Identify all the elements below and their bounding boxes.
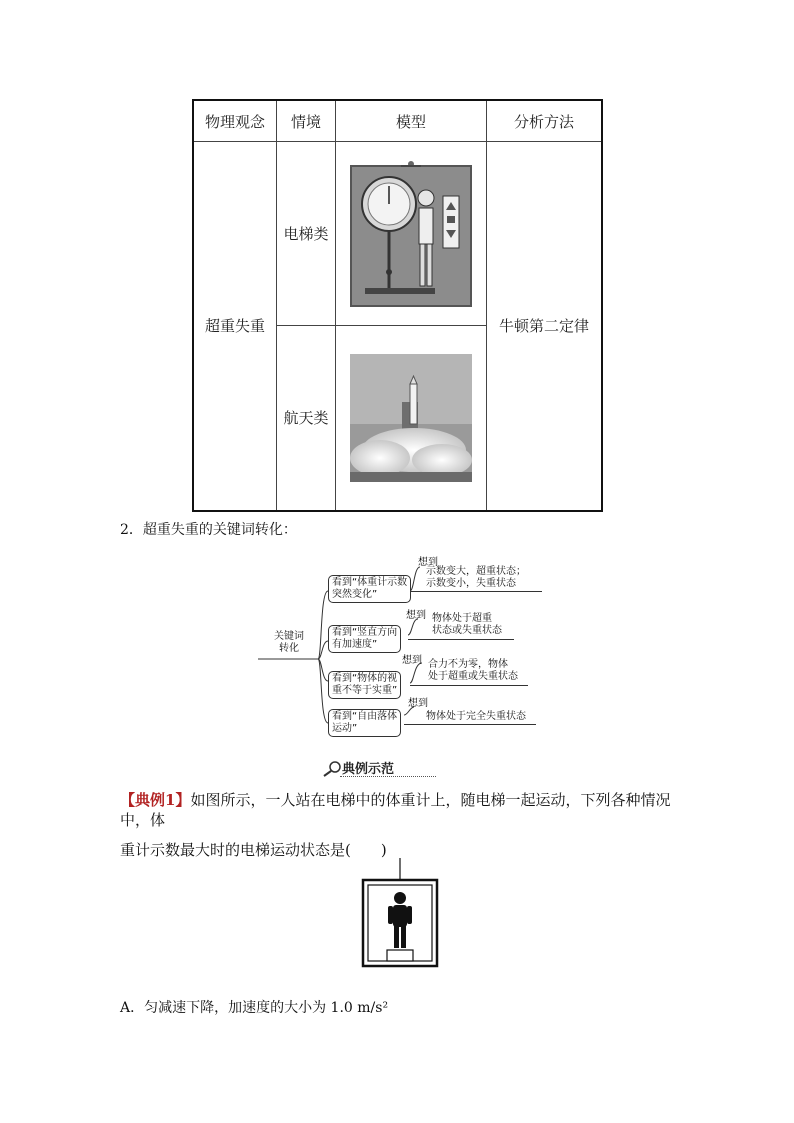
example-tag-open: 【 bbox=[120, 791, 136, 809]
elevator-scale-figure bbox=[349, 160, 473, 308]
cell-rocket-figure bbox=[336, 326, 487, 511]
mindmap-see-3 bbox=[328, 671, 401, 699]
mindmap-root-line1: 关键词 bbox=[274, 631, 304, 642]
see-2-line1: 看到“竖直方向 bbox=[332, 627, 398, 638]
table-row-elevator bbox=[193, 142, 602, 326]
underline-2 bbox=[408, 639, 514, 640]
cell-concept: 超重失重 bbox=[193, 142, 277, 511]
cell-elevator-figure bbox=[336, 142, 487, 326]
example-banner-text: 典例示范 bbox=[342, 762, 395, 777]
mindmap-see-1 bbox=[328, 575, 411, 603]
example-question bbox=[120, 790, 680, 860]
example-text-2: 重计示数最大时的电梯运动状态是( ) bbox=[120, 841, 387, 859]
mindmap-result-3 bbox=[428, 659, 518, 683]
rocket-launch-figure bbox=[350, 354, 472, 482]
result-4-line1: 物体处于完全失重状态 bbox=[426, 711, 526, 722]
think-label-4: 想到 bbox=[408, 698, 428, 709]
underline-3 bbox=[410, 685, 528, 686]
see-2-line2: 有加速度” bbox=[332, 639, 378, 650]
example-tag: 典例1 bbox=[135, 791, 176, 809]
model-table bbox=[192, 99, 603, 512]
mindmap-result-2 bbox=[432, 613, 502, 637]
keyword-mindmap bbox=[250, 555, 550, 745]
result-3-line2: 处于超重或失重状态 bbox=[428, 671, 518, 682]
header-method: 分析方法 bbox=[487, 100, 603, 142]
result-1-line1: 示数变大，超重状态； bbox=[426, 566, 526, 577]
see-1-line1: 看到“体重计示数 bbox=[332, 577, 408, 588]
mindmap-root bbox=[264, 631, 314, 655]
see-1-line2: 突然变化” bbox=[332, 589, 378, 600]
cell-method: 牛顿第二定律 bbox=[487, 142, 603, 511]
elevator-figure bbox=[360, 858, 440, 968]
result-2-line1: 物体处于超重 bbox=[432, 613, 492, 624]
mindmap-result-4 bbox=[426, 711, 526, 723]
think-label-1: 想到 bbox=[418, 557, 438, 568]
example-tag-close: 】 bbox=[175, 791, 191, 809]
example-banner bbox=[322, 758, 452, 780]
mindmap-see-2 bbox=[328, 625, 401, 653]
header-concept: 物理观念 bbox=[193, 100, 277, 142]
underline-1 bbox=[410, 591, 542, 592]
section-2-title: 2．超重失重的关键词转化： bbox=[120, 522, 297, 538]
option-a: A．匀减速下降，加速度的大小为 1.0 m/s² bbox=[120, 1000, 389, 1016]
header-model: 模型 bbox=[336, 100, 487, 142]
see-3-line1: 看到“物体的视 bbox=[332, 673, 398, 684]
cell-scene-space: 航天类 bbox=[277, 326, 336, 511]
see-3-line2: 重不等于实重” bbox=[332, 685, 398, 696]
mindmap-result-1 bbox=[426, 566, 526, 590]
result-1-line2: 示数变小，失重状态 bbox=[426, 578, 516, 589]
example-line-1 bbox=[120, 790, 680, 830]
header-scene: 情境 bbox=[277, 100, 336, 142]
result-2-line2: 状态或失重状态 bbox=[432, 625, 502, 636]
underline-4 bbox=[404, 724, 536, 725]
cell-scene-elevator: 电梯类 bbox=[277, 142, 336, 326]
example-text-1: 如图所示，一人站在电梯中的体重计上，随电梯一起运动，下列各种情况中，体 bbox=[120, 791, 671, 829]
think-label-3: 想到 bbox=[402, 655, 422, 666]
mindmap-root-line2: 转化 bbox=[279, 643, 299, 654]
see-4-line1: 看到“自由落体 bbox=[332, 711, 398, 722]
table-header-row bbox=[193, 100, 602, 142]
think-label-2: 想到 bbox=[406, 610, 426, 621]
mindmap-see-4 bbox=[328, 709, 401, 737]
banner-underline bbox=[340, 776, 436, 777]
see-4-line2: 运动” bbox=[332, 723, 358, 734]
result-3-line1: 合力不为零，物体 bbox=[428, 659, 508, 670]
